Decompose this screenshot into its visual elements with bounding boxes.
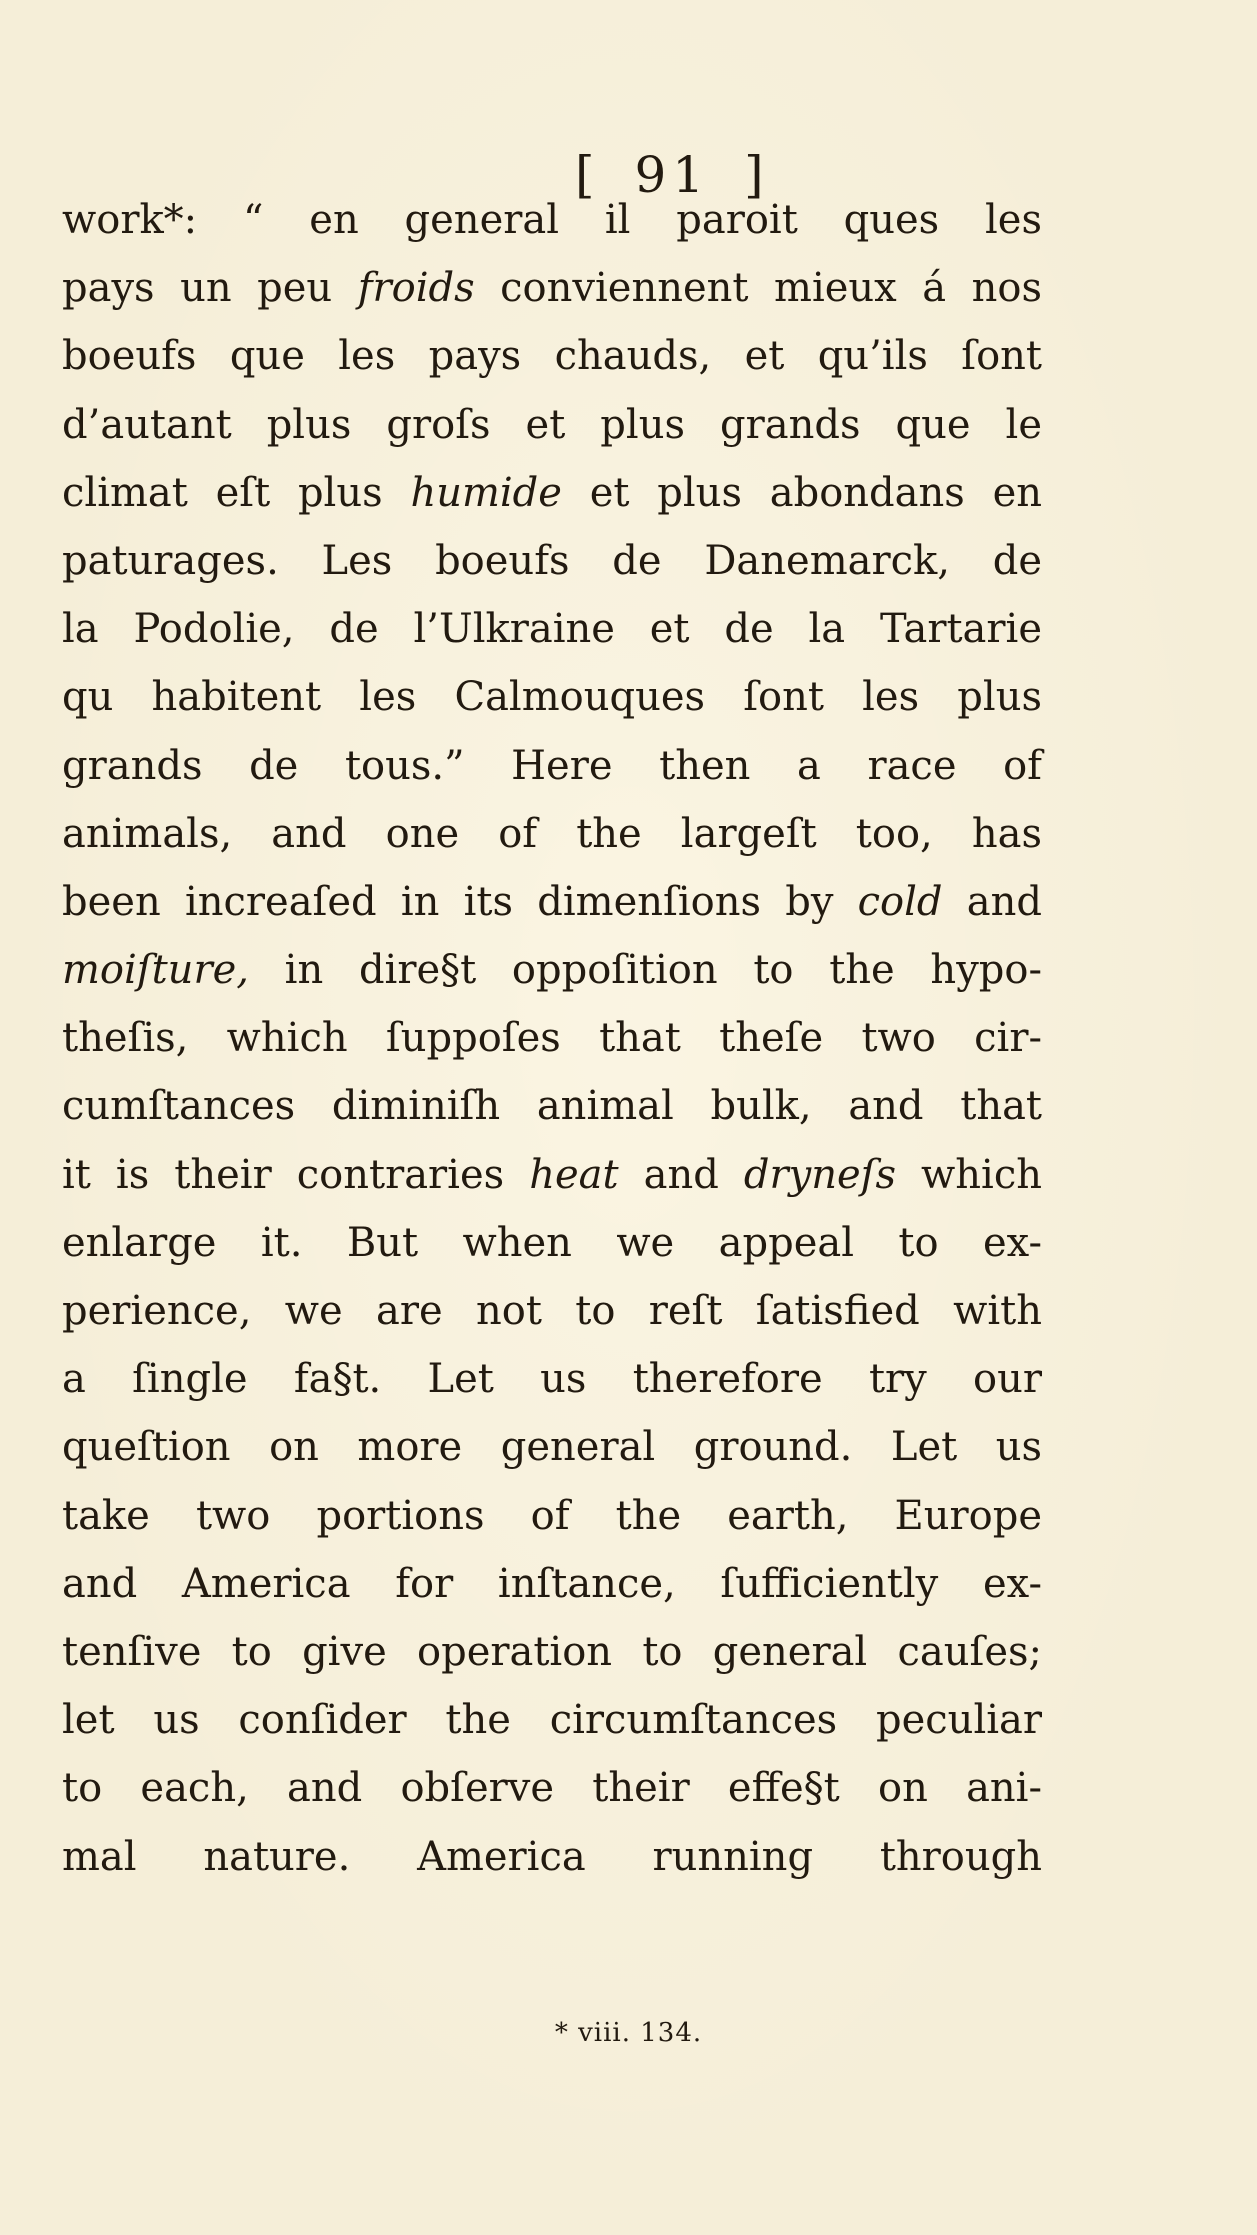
text-run: queſtion on more general ground. Let us [62, 1424, 1042, 1471]
text-line [62, 1550, 1042, 1618]
text-run: work*: “ en general il paroit ques les [62, 197, 1042, 243]
body-text [62, 186, 1042, 1891]
text-run: conviennent mieux á nos [474, 265, 1042, 312]
text-line [62, 527, 1042, 595]
text-run: a ſingle fa§t. Let us therefore try our [62, 1356, 1042, 1403]
text-run: la Podolie, de l’Ulkraine et de la Tartarie [62, 606, 1042, 653]
text-run: to each, and obſerve their effe§t on ani- [62, 1765, 1042, 1812]
text-line [62, 1823, 1042, 1891]
italic-text: dryneſs [743, 1151, 896, 1198]
text-line [62, 732, 1042, 800]
text-line [62, 1754, 1042, 1822]
text-line [62, 663, 1042, 731]
text-run: qu habitent les Calmouques ſont les plus [62, 674, 1042, 721]
italic-text: froids [357, 265, 475, 312]
italic-text: cold [857, 878, 943, 925]
text-line [62, 186, 1042, 254]
text-run: perience, we are not to reſt ſatisfied with [62, 1288, 1042, 1334]
text-line [62, 868, 1042, 936]
text-line [62, 1345, 1042, 1413]
text-run: theſis, which ſuppoſes that theſe two cir- [62, 1015, 1042, 1062]
text-line [62, 459, 1042, 527]
text-run: been increaſed in its dimenſions by [62, 878, 858, 925]
text-run: which [896, 1151, 1043, 1198]
text-run: enlarge it. But when we appeal to ex- [62, 1219, 1042, 1266]
text-run: climat eſt plus [62, 469, 411, 516]
text-run: take two portions of the earth, Europe [62, 1492, 1042, 1539]
text-run: in dire§t oppoſition to the hypo- [248, 947, 1042, 994]
text-line [62, 800, 1042, 868]
footnote: * viii. 134. [554, 2018, 703, 2048]
text-line [62, 1277, 1042, 1345]
text-line [62, 1618, 1042, 1686]
text-run: tenſive to give operation to general cauſes; [62, 1628, 1042, 1675]
text-line [62, 1686, 1042, 1754]
text-run: mal nature. America running through [62, 1833, 1042, 1880]
page-number: 91 [634, 146, 711, 204]
italic-text: heat [529, 1151, 619, 1198]
text-line [62, 254, 1042, 322]
text-run: animals, and one of the largeſt too, has [62, 810, 1042, 857]
text-run: and America for inſtance, ſufficiently ex- [62, 1560, 1042, 1607]
text-run: it is their contraries [62, 1151, 530, 1198]
italic-text: humide [410, 469, 562, 516]
text-line [62, 1413, 1042, 1481]
italic-text: moiſture, [62, 947, 249, 994]
text-line [62, 391, 1042, 459]
text-line [62, 595, 1042, 663]
folio-bracket-close: ] [744, 146, 770, 204]
folio-bracket-open: [ [574, 146, 601, 204]
text-run: et plus abondans en [561, 469, 1043, 516]
text-run: grands de tous.” Here then a race of [62, 742, 1042, 789]
text-line [62, 936, 1042, 1004]
text-line [62, 1141, 1042, 1209]
text-line [62, 1072, 1042, 1140]
text-line [62, 322, 1042, 390]
text-line [62, 1004, 1042, 1072]
text-run: cumſtances diminiſh animal bulk, and that [62, 1083, 1042, 1130]
text-run: and [618, 1151, 744, 1198]
text-run: let us conſider the circumſtances peculiar [62, 1697, 1042, 1744]
text-run: boeufs que les pays chauds, et qu’ils ſont [62, 333, 1042, 380]
text-run: paturages. Les boeufs de Danemarck, de [62, 537, 1042, 584]
text-run: and [942, 878, 1042, 925]
text-line [62, 1209, 1042, 1277]
text-line [62, 1482, 1042, 1550]
text-run: pays un peu [62, 265, 358, 312]
text-run: d’autant plus groſs et plus grands que le [62, 401, 1042, 448]
